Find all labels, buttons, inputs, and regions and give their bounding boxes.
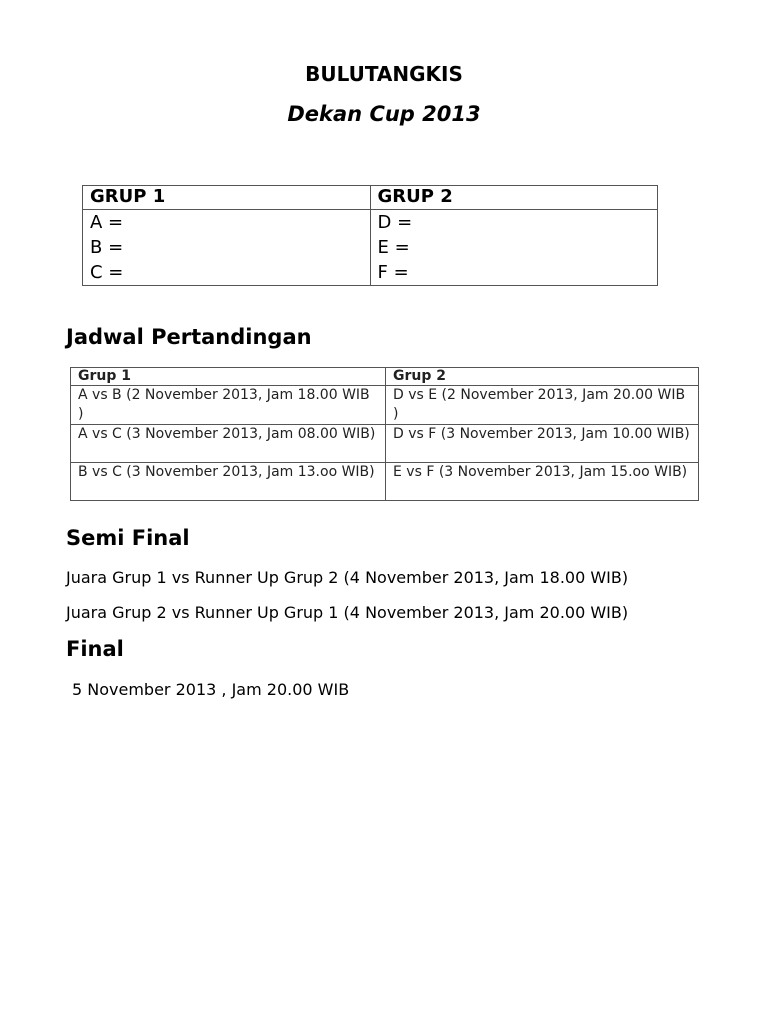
group2-team-f: F = bbox=[377, 262, 409, 283]
schedule-cell-grup2: D vs E (2 November 2013, Jam 20.00 WIB ) bbox=[386, 386, 699, 425]
group1-team-b: B = bbox=[90, 237, 124, 258]
schedule-header-grup2: Grup 2 bbox=[386, 368, 699, 386]
groups-cell-grup1 bbox=[83, 210, 371, 286]
schedule-heading: Jadwal Pertandingan bbox=[66, 325, 312, 349]
semi-final-match-1: Juara Grup 1 vs Runner Up Grup 2 (4 November 2013, Jam 18.00 WIB) bbox=[66, 568, 629, 587]
table-row bbox=[71, 463, 699, 501]
document-title: BULUTANGKIS bbox=[305, 62, 463, 86]
final-schedule: 5 November 2013 , Jam 20.00 WIB bbox=[72, 680, 350, 699]
groups-cell-grup2 bbox=[370, 210, 658, 286]
schedule-cell-grup2: E vs F (3 November 2013, Jam 15.oo WIB) bbox=[386, 463, 699, 501]
group1-team-c: C = bbox=[90, 262, 124, 283]
group1-team-a: A = bbox=[90, 212, 124, 233]
groups-table-row bbox=[83, 210, 658, 286]
groups-table bbox=[82, 185, 658, 286]
schedule-table bbox=[70, 367, 699, 501]
groups-header-grup2: GRUP 2 bbox=[370, 186, 658, 210]
groups-header-grup1: GRUP 1 bbox=[83, 186, 371, 210]
semi-final-match-2: Juara Grup 2 vs Runner Up Grup 1 (4 November 2013, Jam 20.00 WIB) bbox=[66, 603, 629, 622]
table-row bbox=[71, 386, 699, 425]
semi-final-heading: Semi Final bbox=[66, 526, 190, 550]
group2-team-d: D = bbox=[377, 212, 413, 233]
schedule-cell-grup1: B vs C (3 November 2013, Jam 13.oo WIB) bbox=[71, 463, 386, 501]
final-heading: Final bbox=[66, 637, 124, 661]
schedule-cell-grup2: D vs F (3 November 2013, Jam 10.00 WIB) bbox=[386, 425, 699, 463]
schedule-cell-grup1: A vs C (3 November 2013, Jam 08.00 WIB) bbox=[71, 425, 386, 463]
schedule-table-header-row bbox=[71, 368, 699, 386]
table-row bbox=[71, 425, 699, 463]
groups-table-header-row bbox=[83, 186, 658, 210]
document-subtitle: Dekan Cup 2013 bbox=[287, 102, 481, 126]
group2-team-e: E = bbox=[377, 237, 410, 258]
schedule-cell-grup1: A vs B (2 November 2013, Jam 18.00 WIB ) bbox=[71, 386, 386, 425]
schedule-header-grup1: Grup 1 bbox=[71, 368, 386, 386]
